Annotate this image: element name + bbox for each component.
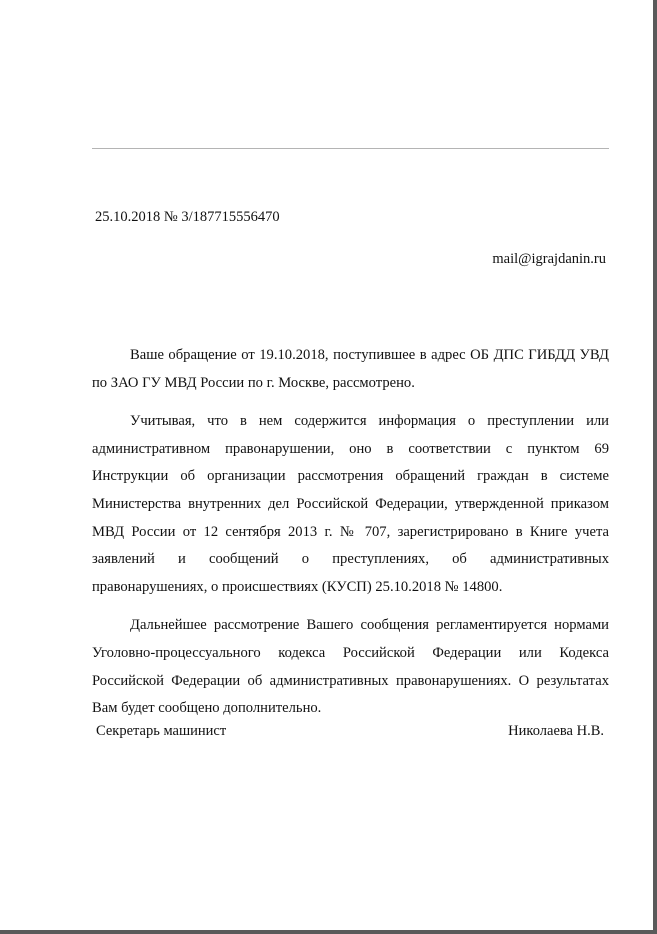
document-reference: 25.10.2018 № 3/187715556470	[95, 209, 280, 225]
paragraph-further-review: Дальнейшее рассмотрение Вашего сообщения регламентируется нормами Уголовно-процессуального кодекса Российской Федерации или Кодекса Российской Федерации об административных правонарушениях. О результатах Вам будет сообщено дополнительно.	[92, 617, 609, 717]
paragraph-intro: Ваше обращение от 19.10.2018, поступившее в адрес ОБ ДПС ГИБДД УВД по ЗАО ГУ МВД России по г. Москве, рассмотрено.	[92, 347, 609, 391]
letter-body	[92, 342, 609, 734]
signature-name: Николаева Н.В.	[508, 723, 604, 739]
paragraph-registration: Учитывая, что в нем содержится информация о преступлении или административном правонарушении, оно в соответствии с пунктом 69 Инструкции об организации рассмотрения обращений граждан в системе Министерства внутренних дел Российской Федерации, утвержденной приказом МВД России от 12 сентября 2013 г. № 707, зарегистрировано в Книге учета заявлений и сообщений о преступлениях, об административных правонарушениях, о происшествиях (КУСП) 25.10.2018 № 14800.	[92, 413, 609, 595]
header-divider	[92, 148, 609, 149]
recipient-email: mail@igrajdanin.ru	[492, 251, 606, 267]
signature-role: Секретарь машинист	[96, 723, 227, 739]
